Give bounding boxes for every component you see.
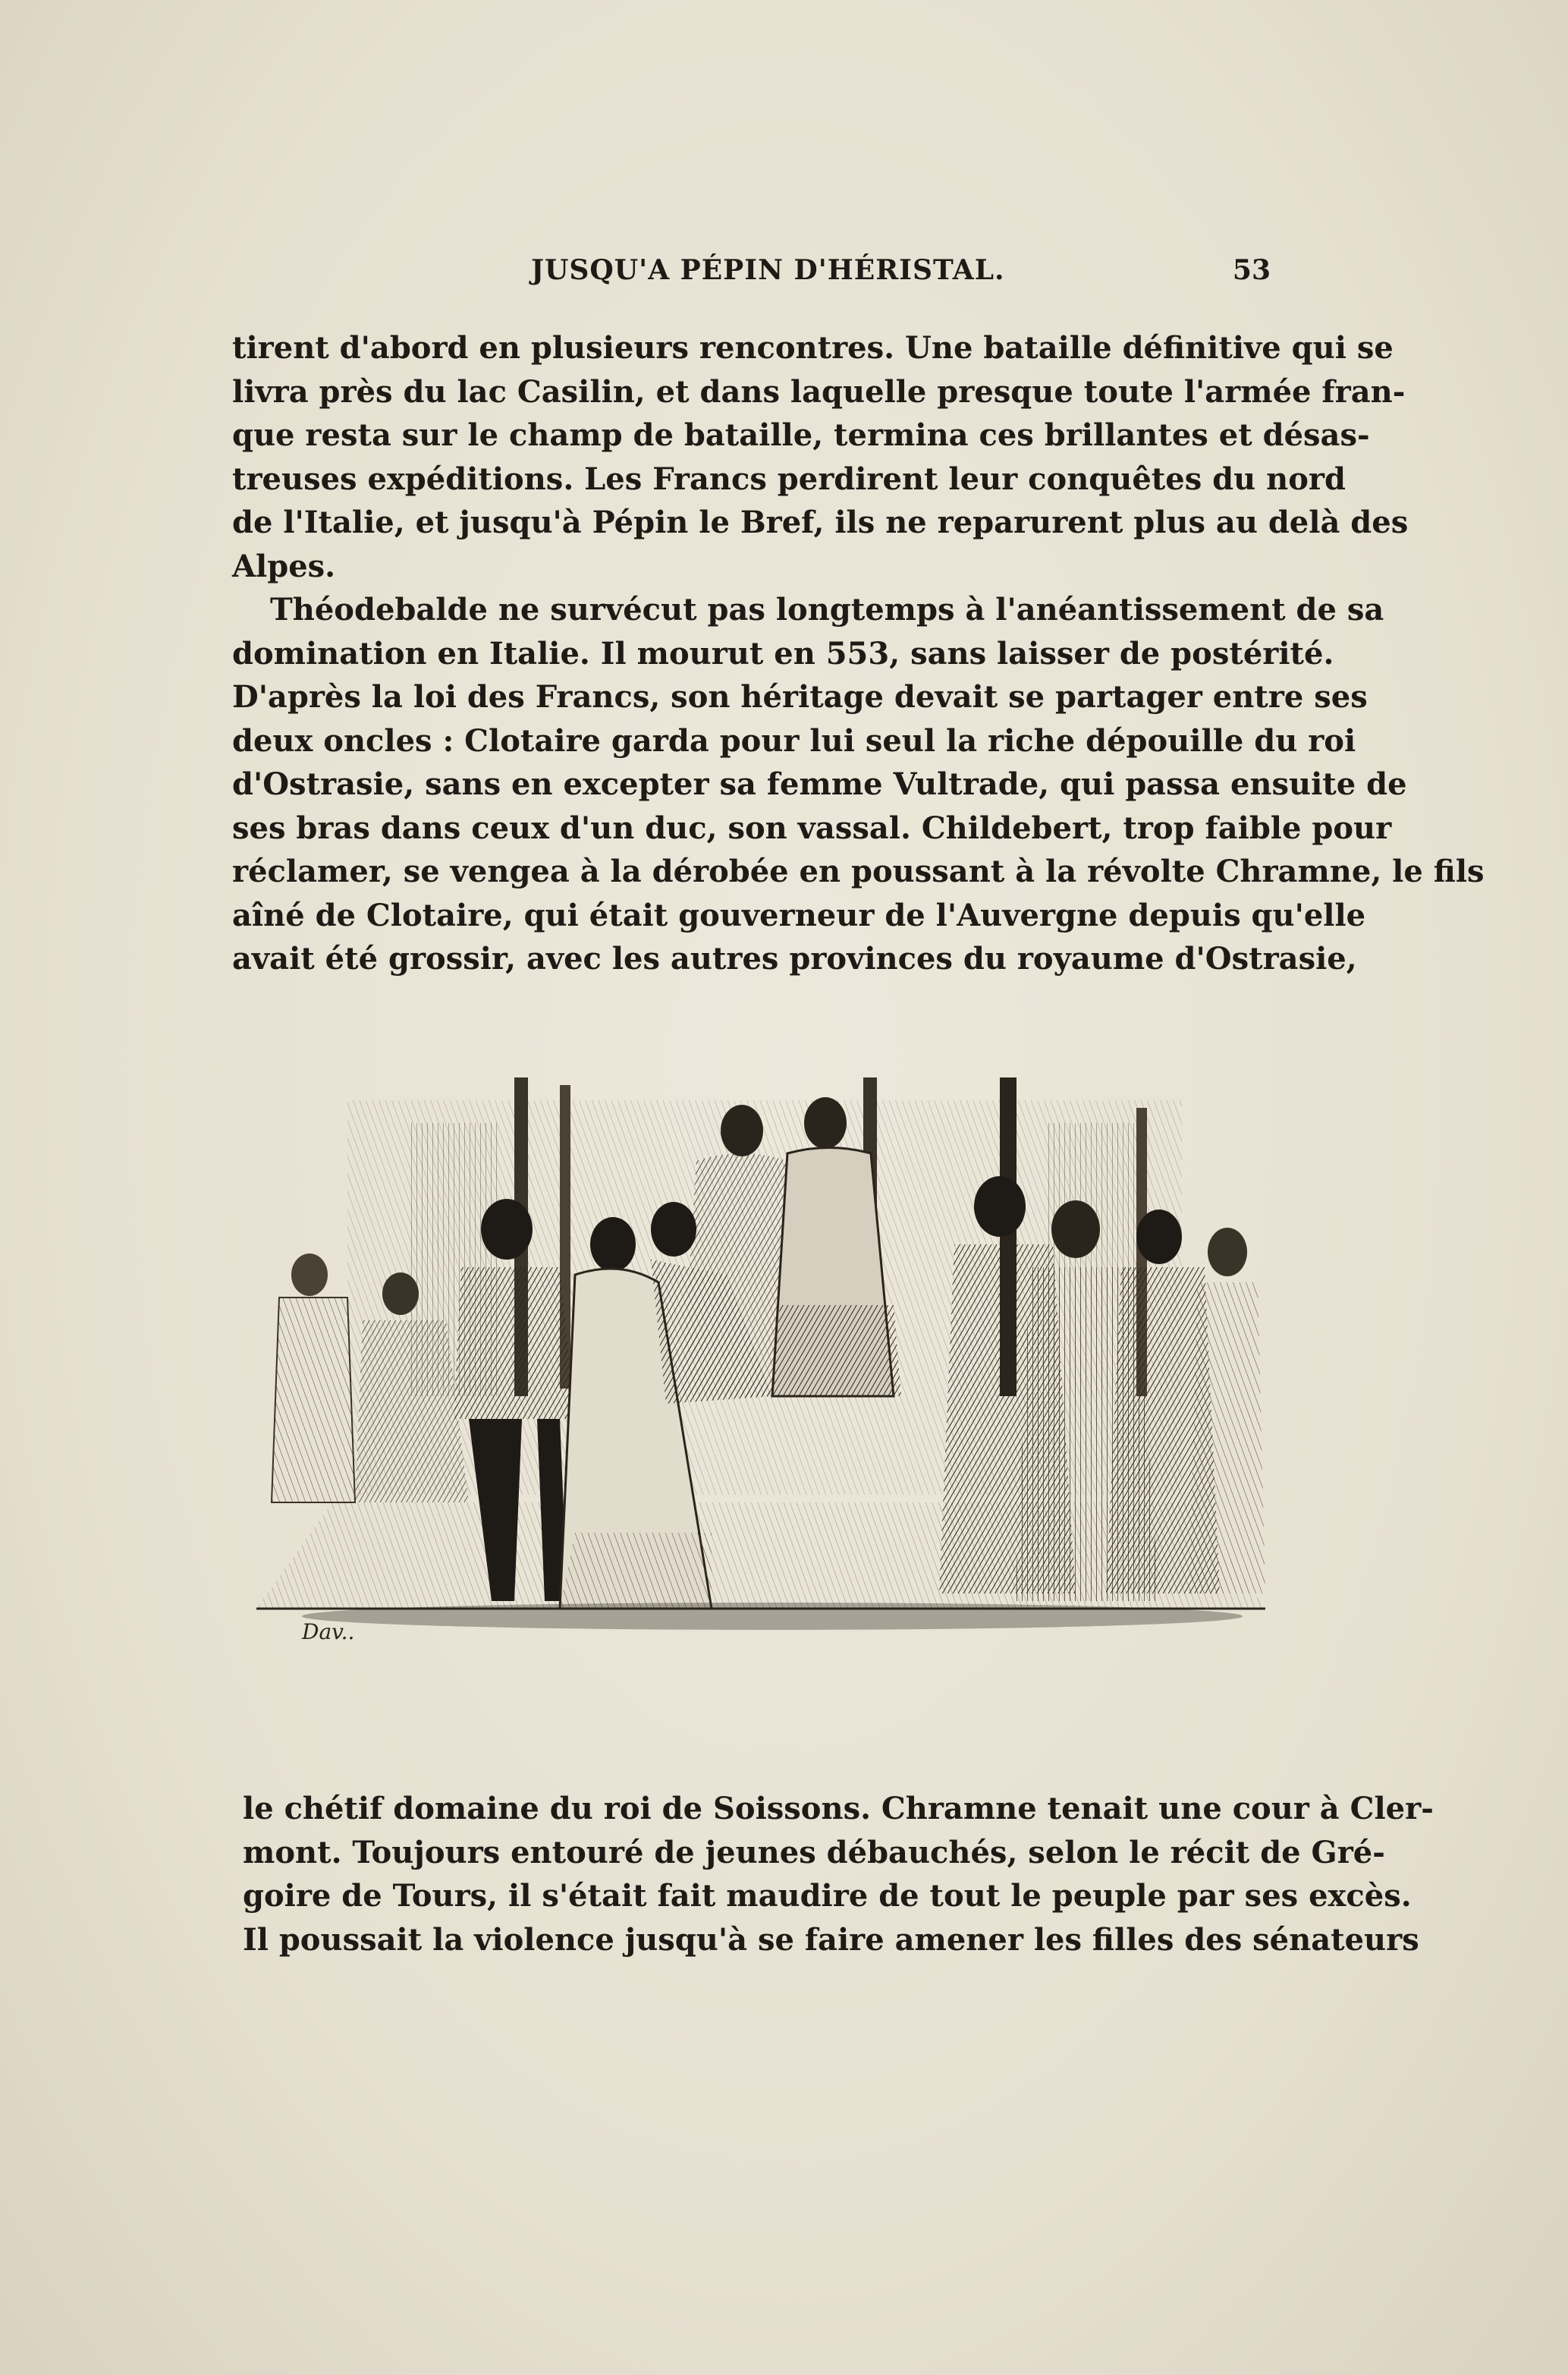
running-title: JUSQU'A PÉPIN D'HÉRISTAL. (531, 254, 1005, 286)
text-line: ses bras dans ceux d'un duc, son vassal. Childebert, trop faible pour (232, 810, 1392, 846)
page-header (228, 254, 1278, 300)
text-line: Alpes. (232, 548, 336, 584)
text-line: mont. Toujours entouré de jeunes débauchés, selon le récit de Gré- (243, 1834, 1385, 1870)
text-line: goire de Tours, il s'était fait maudire de tout le peuple par ses excès. (243, 1878, 1412, 1914)
paragraph-block-bottom (243, 1787, 1434, 1961)
page-number: 53 (1232, 254, 1271, 286)
illustration-signature: Dav.. (302, 1619, 355, 1644)
engraving-illustration (241, 1077, 1282, 1654)
text-line: domination en Italie. Il mourut en 553, sans laisser de postérité. (232, 635, 1334, 672)
text-line: avait été grossir, avec les autres provinces du royaume d'Ostrasie, (232, 941, 1357, 977)
text-line: aîné de Clotaire, qui était gouverneur de l'Auvergne depuis qu'elle (232, 897, 1366, 933)
text-line: que resta sur le champ de bataille, termina ces brillantes et désas- (232, 417, 1370, 453)
paragraph-block-top (232, 326, 1485, 981)
text-line: livra près du lac Casilin, et dans laquelle presque toute l'armée fran- (232, 373, 1406, 410)
engraving-illustration-icon (241, 1077, 1282, 1654)
text-line: le chétif domaine du roi de Soissons. Chramne tenait une cour à Cler- (243, 1791, 1434, 1826)
text-line: Théodebalde ne survécut pas longtemps à l'anéantissement de sa (270, 592, 1384, 628)
text-line: de l'Italie, et jusqu'à Pépin le Bref, ils ne reparurent plus au delà des (232, 505, 1409, 540)
text-line: réclamer, se vengea à la dérobée en poussant à la révolte Chramne, le fils (232, 854, 1485, 889)
text-line: deux oncles : Clotaire garda pour lui seul la riche dépouille du roi (232, 722, 1356, 759)
text-line: tirent d'abord en plusieurs rencontres. Une bataille définitive qui se (232, 330, 1394, 366)
text-line: Il poussait la violence jusqu'à se faire amener les filles des sénateurs (243, 1921, 1419, 1958)
text-line: D'après la loi des Francs, son héritage devait se partager entre ses (232, 679, 1368, 715)
text-line: treuses expéditions. Les Francs perdirent leur conquêtes du nord (232, 461, 1346, 497)
text-line: d'Ostrasie, sans en excepter sa femme Vultrade, qui passa ensuite de (232, 766, 1407, 802)
